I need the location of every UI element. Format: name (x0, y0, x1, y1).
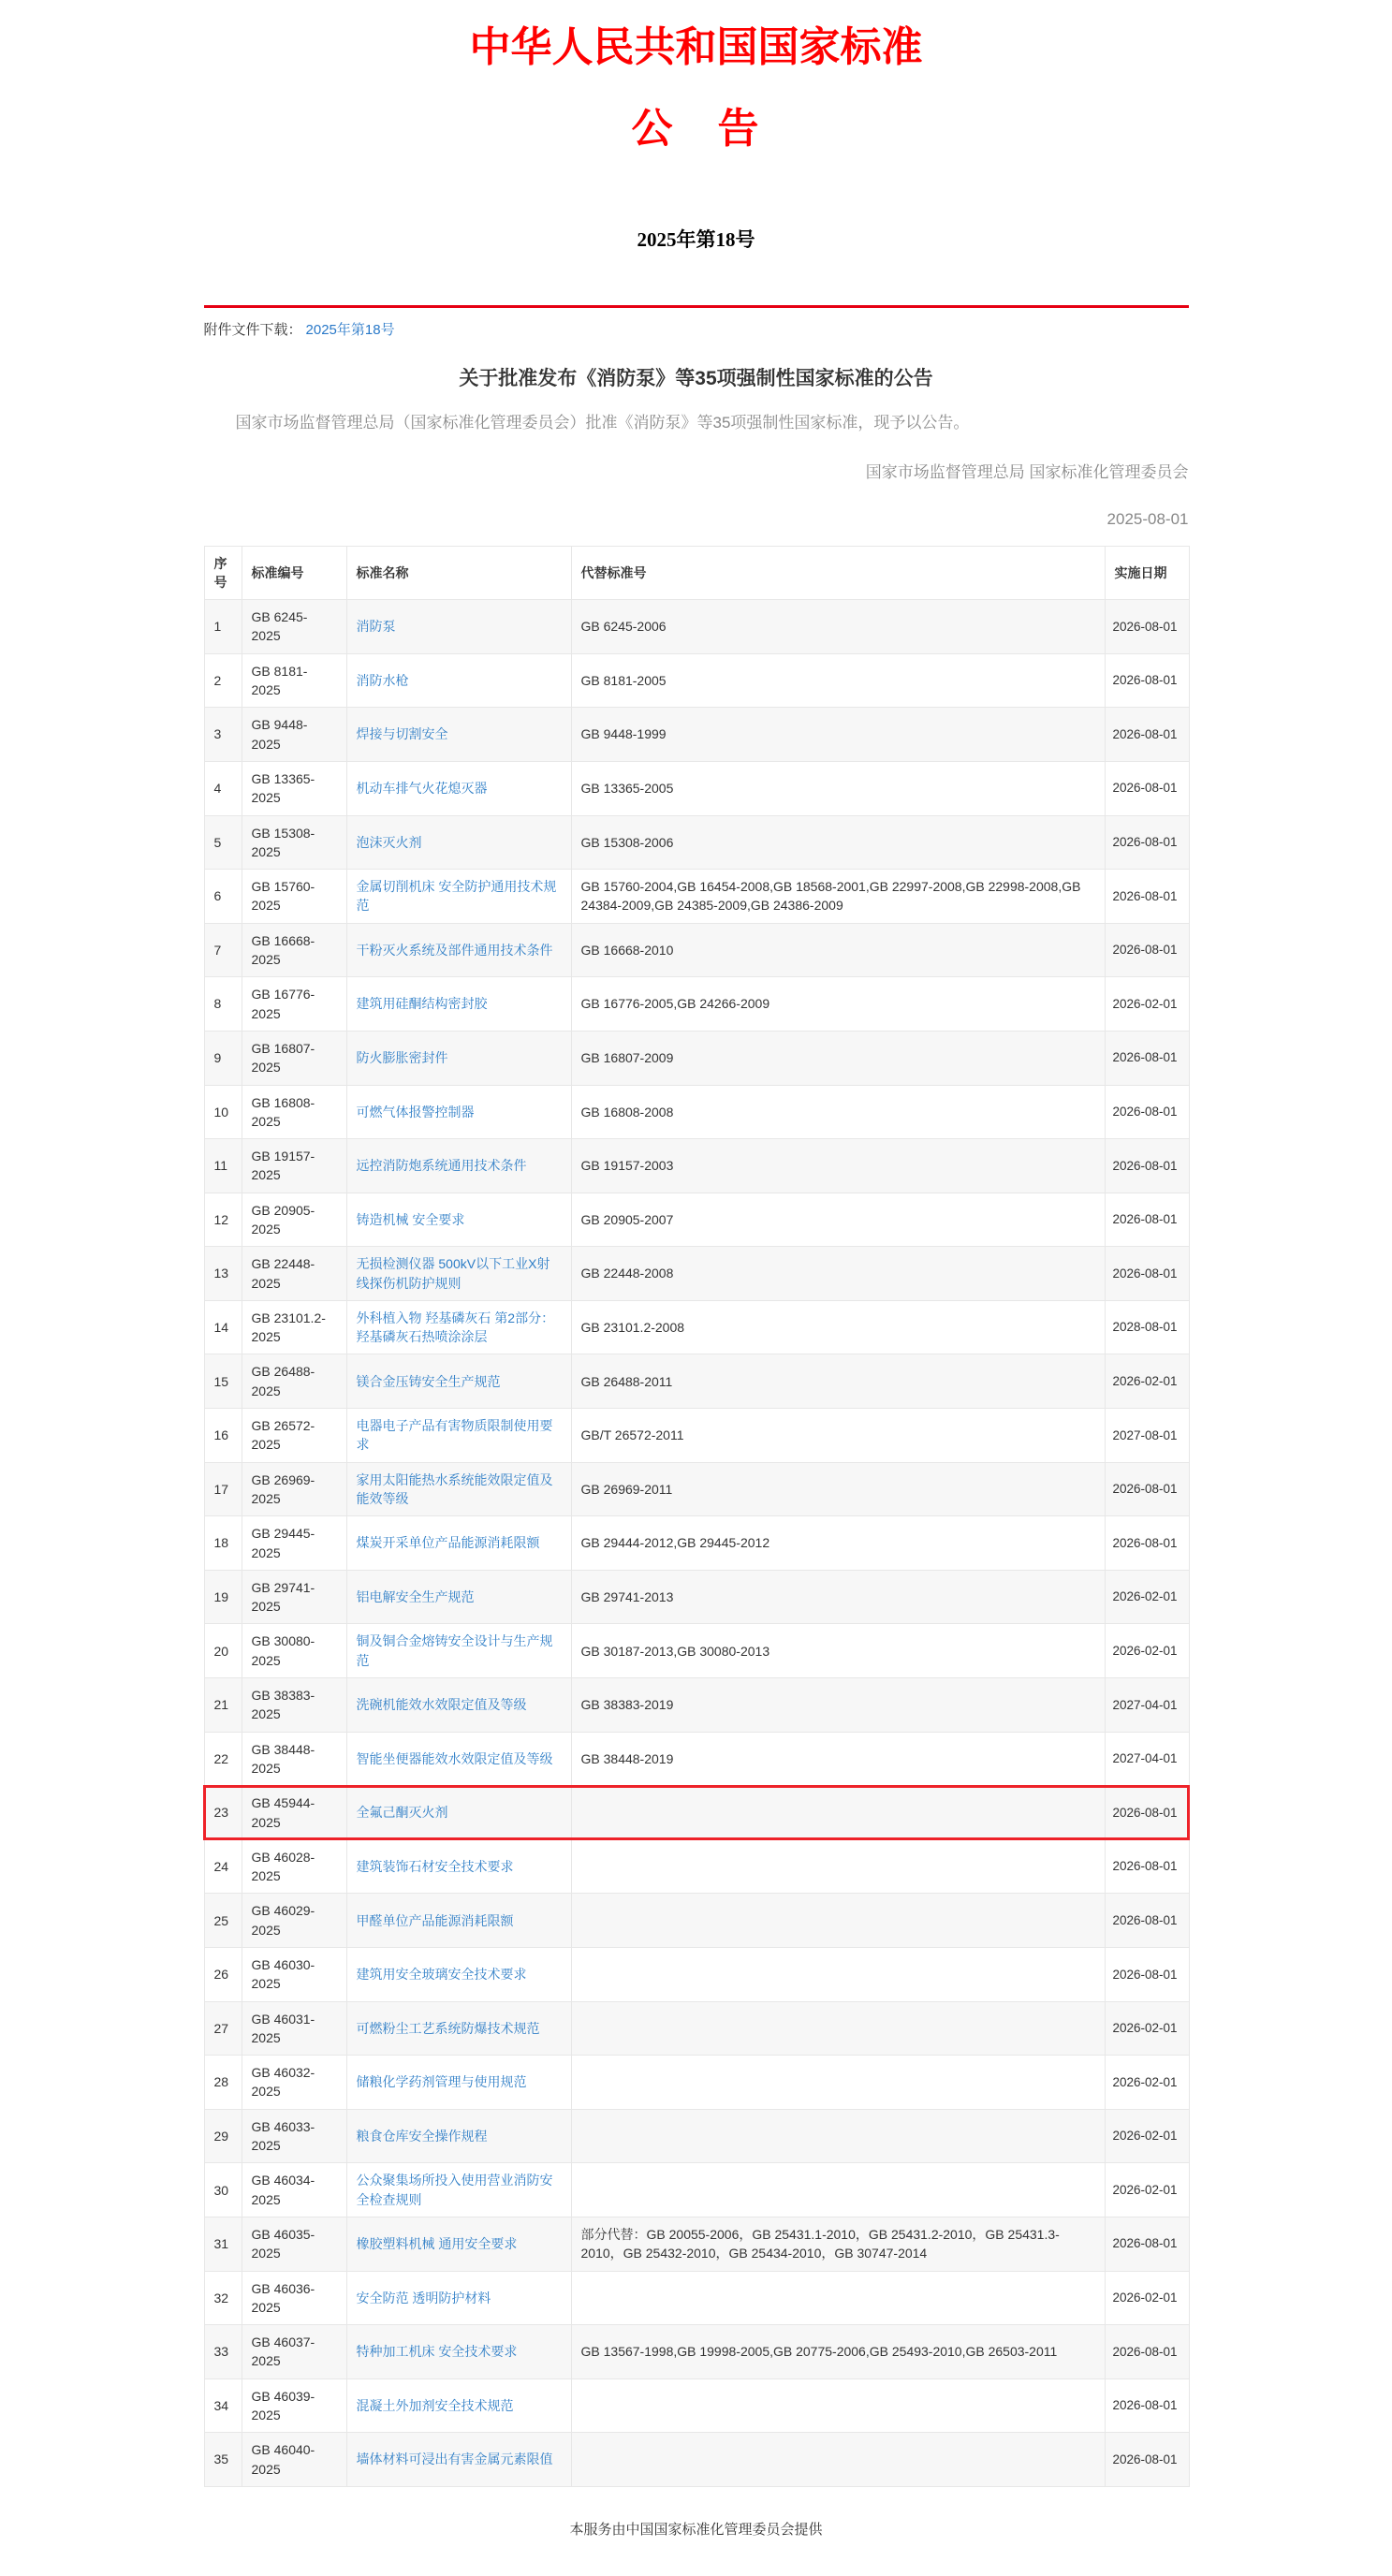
cell-replaces: GB 13567-1998,GB 19998-2005,GB 20775-2006,GB 25493-2010,GB 26503-2011 (571, 2325, 1105, 2379)
cell-date: 2026-08-01 (1105, 1948, 1189, 2002)
announcement-title: 关于批准发布《消防泵》等35项强制性国家标准的公告 (459, 368, 933, 390)
standard-name-link[interactable]: 甲醛单位产品能源消耗限额 (356, 1912, 514, 1928)
cell-name (346, 1247, 571, 1301)
cell-seq: 9 (204, 1031, 242, 1085)
cell-name (346, 1085, 571, 1139)
issue-number: 2025年第18号 (637, 228, 755, 252)
cell-seq: 23 (204, 1786, 242, 1840)
cell-code: GB 46033-2025 (242, 2109, 346, 2163)
cell-date: 2026-02-01 (1105, 2056, 1189, 2110)
cell-code: GB 46040-2025 (242, 2433, 346, 2487)
cell-name (346, 1948, 571, 2002)
table-row (204, 1193, 1189, 1247)
cell-date: 2026-08-01 (1105, 815, 1189, 870)
cell-seq: 26 (204, 1948, 242, 2002)
page-container (204, 0, 1189, 2539)
cell-name (346, 1894, 571, 1948)
cell-seq: 2 (204, 653, 242, 708)
cell-code: GB 20905-2025 (242, 1193, 346, 1247)
cell-replaces (571, 2433, 1105, 2487)
cell-date: 2026-08-01 (1105, 1031, 1189, 1085)
table-row (204, 2109, 1189, 2163)
standard-name-link[interactable]: 电器电子产品有害物质限制使用要求 (356, 1418, 553, 1453)
cell-date: 2026-02-01 (1105, 1624, 1189, 1678)
standard-name-link[interactable]: 储粮化学药剂管理与使用规范 (356, 2074, 527, 2090)
cell-name (346, 923, 571, 977)
cell-name (346, 708, 571, 762)
cell-seq: 12 (204, 1193, 242, 1247)
table-row (204, 761, 1189, 815)
cell-code: GB 19157-2025 (242, 1139, 346, 1193)
cell-seq: 13 (204, 1247, 242, 1301)
table-row (204, 977, 1189, 1032)
cell-name (346, 2378, 571, 2433)
cell-seq: 7 (204, 923, 242, 977)
cell-code: GB 6245-2025 (242, 600, 346, 654)
header-code: 标准编号 (242, 546, 346, 600)
cell-date: 2027-04-01 (1105, 1678, 1189, 1733)
cell-replaces: GB 29444-2012,GB 29445-2012 (571, 1516, 1105, 1571)
cell-name (346, 870, 571, 924)
cell-name (346, 1570, 571, 1624)
cell-name (346, 977, 571, 1032)
attachment-download-link[interactable]: 2025年第18号 (305, 322, 395, 339)
standard-name-link[interactable]: 建筑装饰石材安全技术要求 (356, 1858, 514, 1874)
footer-note: 本服务由中国国家标准化管理委员会提供 (569, 2521, 823, 2538)
cell-name (346, 1839, 571, 1894)
cell-replaces: GB 22448-2008 (571, 1247, 1105, 1301)
cell-date: 2028-08-01 (1105, 1300, 1189, 1354)
cell-seq: 8 (204, 977, 242, 1032)
cell-seq: 33 (204, 2325, 242, 2379)
cell-seq: 11 (204, 1139, 242, 1193)
table-row (204, 1732, 1189, 1786)
cell-date: 2027-04-01 (1105, 1732, 1189, 1786)
standards-table (204, 546, 1190, 2487)
standard-name-link[interactable]: 混凝土外加剂安全技术规范 (356, 2397, 514, 2413)
page-title: 中华人民共和国国家标准 (469, 24, 923, 70)
cell-name (346, 1732, 571, 1786)
cell-code: GB 38448-2025 (242, 1732, 346, 1786)
standard-name-link[interactable]: 特种加工机床 安全技术要求 (356, 2344, 518, 2360)
cell-code: GB 16668-2025 (242, 923, 346, 977)
cell-seq: 4 (204, 761, 242, 815)
standard-name-link[interactable]: 无损检测仪器 500kV以下工业X射线探伤机防护规则 (356, 1256, 550, 1291)
cell-replaces (571, 2378, 1105, 2433)
cell-code: GB 26969-2025 (242, 1462, 346, 1516)
cell-replaces: GB 30187-2013,GB 30080-2013 (571, 1624, 1105, 1678)
cell-replaces: GB 29741-2013 (571, 1570, 1105, 1624)
announcement-signature: 国家市场监督管理总局 国家标准化管理委员会 (865, 462, 1189, 481)
cell-date: 2026-08-01 (1105, 2325, 1189, 2379)
cell-seq: 5 (204, 815, 242, 870)
cell-replaces: GB 26969-2011 (571, 1462, 1105, 1516)
cell-seq: 20 (204, 1624, 242, 1678)
standard-name-link[interactable]: 铸造机械 安全要求 (356, 1211, 465, 1227)
cell-name (346, 1031, 571, 1085)
cell-replaces (571, 2163, 1105, 2217)
cell-date: 2026-02-01 (1105, 2163, 1189, 2217)
attachment-download-row (204, 308, 1189, 339)
header-seq: 序号 (204, 546, 242, 600)
table-row (204, 653, 1189, 708)
cell-name (346, 1462, 571, 1516)
table-row (204, 1300, 1189, 1354)
cell-date: 2026-02-01 (1105, 1570, 1189, 1624)
cell-seq: 10 (204, 1085, 242, 1139)
cell-name (346, 1624, 571, 1678)
table-row (204, 2001, 1189, 2056)
header-replaces: 代替标准号 (571, 546, 1105, 600)
cell-code: GB 26488-2025 (242, 1354, 346, 1409)
standards-table-body (204, 600, 1189, 2487)
announcement-date: 2025-08-01 (1106, 509, 1189, 528)
cell-seq: 30 (204, 2163, 242, 2217)
cell-code: GB 46029-2025 (242, 1894, 346, 1948)
table-row (204, 1409, 1189, 1463)
page-subtitle: 公 告 (631, 106, 761, 153)
header-date: 实施日期 (1105, 546, 1189, 600)
standard-name-link[interactable]: 铜及铜合金熔铸安全设计与生产规范 (356, 1633, 553, 1668)
standard-name-link[interactable]: 橡胶塑料机械 通用安全要求 (356, 2236, 518, 2252)
cell-seq: 3 (204, 708, 242, 762)
cell-replaces: 部分代替：GB 20055-2006，GB 25431.1-2010，GB 25431.2-2010，GB 25431.3-2010，GB 25432-2010，GB 25434-2010，GB 30747-2014 (571, 2217, 1105, 2271)
cell-code: GB 46034-2025 (242, 2163, 346, 2217)
table-row (204, 2378, 1189, 2433)
cell-date: 2026-02-01 (1105, 2271, 1189, 2325)
standard-name-link[interactable]: 建筑用硅酮结构密封胶 (356, 996, 488, 1012)
cell-seq: 29 (204, 2109, 242, 2163)
cell-seq: 25 (204, 1894, 242, 1948)
cell-seq: 6 (204, 870, 242, 924)
table-row (204, 1462, 1189, 1516)
standard-name-link[interactable]: 洗碗机能效水效限定值及等级 (356, 1697, 527, 1713)
cell-replaces: GB 8181-2005 (571, 653, 1105, 708)
table-row (204, 2271, 1189, 2325)
table-row (204, 2325, 1189, 2379)
table-row (204, 1516, 1189, 1571)
cell-name (346, 653, 571, 708)
table-row-highlighted (204, 1786, 1189, 1840)
cell-date: 2026-02-01 (1105, 1354, 1189, 1409)
cell-code: GB 46037-2025 (242, 2325, 346, 2379)
cell-code: GB 22448-2025 (242, 1247, 346, 1301)
table-row (204, 708, 1189, 762)
cell-date: 2026-08-01 (1105, 600, 1189, 654)
cell-date: 2026-08-01 (1105, 1516, 1189, 1571)
cell-replaces (571, 2271, 1105, 2325)
cell-name (346, 2001, 571, 2056)
cell-code: GB 16807-2025 (242, 1031, 346, 1085)
standard-name-link[interactable]: 可燃粉尘工艺系统防爆技术规范 (356, 2020, 540, 2036)
cell-date: 2027-08-01 (1105, 1409, 1189, 1463)
cell-seq: 16 (204, 1409, 242, 1463)
cell-replaces: GB 9448-1999 (571, 708, 1105, 762)
cell-replaces: GB 16807-2009 (571, 1031, 1105, 1085)
cell-date: 2026-02-01 (1105, 2109, 1189, 2163)
cell-code: GB 46028-2025 (242, 1839, 346, 1894)
standard-name-link[interactable]: 镁合金压铸安全生产规范 (356, 1373, 501, 1389)
table-row (204, 2217, 1189, 2271)
cell-seq: 27 (204, 2001, 242, 2056)
table-row (204, 2163, 1189, 2217)
cell-name (346, 1786, 571, 1840)
table-row (204, 1354, 1189, 1409)
cell-name (346, 2325, 571, 2379)
cell-date: 2026-08-01 (1105, 1193, 1189, 1247)
table-row (204, 2433, 1189, 2487)
cell-name (346, 1139, 571, 1193)
standard-name-link[interactable]: 煤炭开采单位产品能源消耗限额 (356, 1535, 540, 1551)
header-name: 标准名称 (346, 546, 571, 600)
table-row (204, 1139, 1189, 1193)
table-row (204, 1894, 1189, 1948)
standard-name-link[interactable]: 焊接与切割安全 (356, 726, 448, 742)
cell-seq: 19 (204, 1570, 242, 1624)
cell-replaces: GB 15760-2004,GB 16454-2008,GB 18568-2001,GB 22997-2008,GB 22998-2008,GB 24384-2009,GB 24385-2009,GB 24386-2009 (571, 870, 1105, 924)
cell-replaces (571, 1839, 1105, 1894)
attachment-label: 附件文件下载： (203, 322, 302, 339)
cell-seq: 28 (204, 2056, 242, 2110)
table-row (204, 923, 1189, 977)
cell-name (346, 2056, 571, 2110)
cell-name (346, 1409, 571, 1463)
cell-seq: 34 (204, 2378, 242, 2433)
cell-seq: 17 (204, 1462, 242, 1516)
cell-code: GB 46035-2025 (242, 2217, 346, 2271)
cell-date: 2026-08-01 (1105, 761, 1189, 815)
standard-name-link[interactable]: 铝电解安全生产规范 (356, 1588, 475, 1604)
cell-seq: 15 (204, 1354, 242, 1409)
cell-code: GB 15760-2025 (242, 870, 346, 924)
standard-name-link[interactable]: 全氟己酮灭火剂 (356, 1805, 448, 1821)
announcement-body: 国家市场监督管理总局（国家标准化管理委员会）批准《消防泵》等35项强制性国家标准，现予以公告。 (235, 414, 970, 432)
cell-replaces: GB 16808-2008 (571, 1085, 1105, 1139)
table-row (204, 1624, 1189, 1678)
cell-date: 2026-08-01 (1105, 1462, 1189, 1516)
cell-name (346, 2271, 571, 2325)
cell-name (346, 600, 571, 654)
cell-replaces (571, 1894, 1105, 1948)
cell-name (346, 2163, 571, 2217)
cell-replaces: GB 26488-2011 (571, 1354, 1105, 1409)
table-row (204, 1678, 1189, 1733)
standard-name-link[interactable]: 粮食仓库安全操作规程 (356, 2128, 488, 2144)
cell-seq: 32 (204, 2271, 242, 2325)
cell-code: GB 46031-2025 (242, 2001, 346, 2056)
table-row (204, 1247, 1189, 1301)
standard-name-link[interactable]: 防火膨胀密封件 (356, 1050, 448, 1066)
cell-seq: 21 (204, 1678, 242, 1733)
cell-replaces: GB 16668-2010 (571, 923, 1105, 977)
cell-name (346, 2217, 571, 2271)
table-row (204, 1839, 1189, 1894)
cell-date: 2026-02-01 (1105, 2001, 1189, 2056)
cell-code: GB 29445-2025 (242, 1516, 346, 1571)
table-row (204, 1031, 1189, 1085)
table-row (204, 1570, 1189, 1624)
standard-name-link[interactable]: 金属切削机床 安全防护通用技术规范 (356, 879, 557, 914)
cell-code: GB 45944-2025 (242, 1786, 346, 1840)
cell-name (346, 1300, 571, 1354)
cell-replaces (571, 2001, 1105, 2056)
cell-date: 2026-08-01 (1105, 1085, 1189, 1139)
cell-code: GB 46039-2025 (242, 2378, 346, 2433)
table-row (204, 1948, 1189, 2002)
cell-replaces (571, 1948, 1105, 2002)
cell-code: GB 38383-2025 (242, 1678, 346, 1733)
cell-code: GB 46032-2025 (242, 2056, 346, 2110)
cell-name (346, 761, 571, 815)
cell-code: GB 46030-2025 (242, 1948, 346, 2002)
cell-name (346, 2109, 571, 2163)
cell-date: 2026-08-01 (1105, 2378, 1189, 2433)
cell-name (346, 1354, 571, 1409)
table-header-row (204, 546, 1189, 600)
cell-seq: 22 (204, 1732, 242, 1786)
cell-date: 2026-08-01 (1105, 1247, 1189, 1301)
cell-replaces: GB 13365-2005 (571, 761, 1105, 815)
cell-date: 2026-08-01 (1105, 923, 1189, 977)
standard-name-link[interactable]: 外科植入物 羟基磷灰石 第2部分：羟基磷灰石热喷涂涂层 (356, 1310, 555, 1345)
cell-replaces: GB 20905-2007 (571, 1193, 1105, 1247)
table-row (204, 870, 1189, 924)
standard-name-link[interactable]: 消防泵 (356, 619, 396, 635)
cell-replaces (571, 2109, 1105, 2163)
cell-replaces: GB 19157-2003 (571, 1139, 1105, 1193)
cell-code: GB 16808-2025 (242, 1085, 346, 1139)
standard-name-link[interactable]: 泡沫灭火剂 (356, 834, 422, 850)
cell-replaces: GB 15308-2006 (571, 815, 1105, 870)
standard-name-link[interactable]: 建筑用安全玻璃安全技术要求 (356, 1967, 527, 1983)
cell-code: GB 9448-2025 (242, 708, 346, 762)
standard-name-link[interactable]: 远控消防炮系统通用技术条件 (356, 1158, 527, 1174)
cell-date: 2026-08-01 (1105, 1786, 1189, 1840)
cell-date: 2026-08-01 (1105, 2217, 1189, 2271)
standard-name-link[interactable]: 可燃气体报警控制器 (356, 1104, 475, 1120)
table-row (204, 600, 1189, 654)
cell-name (346, 1193, 571, 1247)
cell-code: GB 46036-2025 (242, 2271, 346, 2325)
cell-seq: 14 (204, 1300, 242, 1354)
table-row (204, 815, 1189, 870)
cell-replaces: GB 38383-2019 (571, 1678, 1105, 1733)
cell-code: GB 16776-2025 (242, 977, 346, 1032)
table-row (204, 1085, 1189, 1139)
standard-name-link[interactable]: 墙体材料可浸出有害金属元素限值 (356, 2452, 553, 2467)
table-row (204, 2056, 1189, 2110)
cell-date: 2026-08-01 (1105, 653, 1189, 708)
cell-seq: 18 (204, 1516, 242, 1571)
cell-code: GB 29741-2025 (242, 1570, 346, 1624)
cell-name (346, 2433, 571, 2487)
cell-code: GB 13365-2025 (242, 761, 346, 815)
cell-seq: 1 (204, 600, 242, 654)
standard-name-link[interactable]: 安全防范 透明防护材料 (356, 2290, 491, 2305)
standard-name-link[interactable]: 消防水枪 (356, 672, 409, 688)
cell-name (346, 1516, 571, 1571)
cell-replaces: GB 23101.2-2008 (571, 1300, 1105, 1354)
cell-name (346, 815, 571, 870)
cell-replaces: GB 6245-2006 (571, 600, 1105, 654)
cell-code: GB 15308-2025 (242, 815, 346, 870)
standard-name-link[interactable]: 机动车排气火花熄灭器 (356, 781, 488, 797)
cell-code: GB 30080-2025 (242, 1624, 346, 1678)
cell-seq: 35 (204, 2433, 242, 2487)
standard-name-link[interactable]: 智能坐便器能效水效限定值及等级 (356, 1750, 553, 1766)
cell-date: 2026-08-01 (1105, 708, 1189, 762)
standard-name-link[interactable]: 干粉灭火系统及部件通用技术条件 (356, 942, 553, 958)
cell-date: 2026-08-01 (1105, 870, 1189, 924)
standard-name-link[interactable]: 家用太阳能热水系统能效限定值及能效等级 (356, 1471, 553, 1506)
cell-date: 2026-02-01 (1105, 977, 1189, 1032)
cell-replaces (571, 1786, 1105, 1840)
cell-date: 2026-08-01 (1105, 1894, 1189, 1948)
standard-name-link[interactable]: 公众聚集场所投入使用营业消防安全检查规则 (356, 2173, 553, 2207)
cell-replaces: GB 16776-2005,GB 24266-2009 (571, 977, 1105, 1032)
cell-date: 2026-08-01 (1105, 1839, 1189, 1894)
cell-code: GB 23101.2-2025 (242, 1300, 346, 1354)
cell-replaces: GB/T 26572-2011 (571, 1409, 1105, 1463)
cell-code: GB 26572-2025 (242, 1409, 346, 1463)
cell-code: GB 8181-2025 (242, 653, 346, 708)
cell-replaces (571, 2056, 1105, 2110)
cell-date: 2026-08-01 (1105, 1139, 1189, 1193)
cell-seq: 31 (204, 2217, 242, 2271)
cell-date: 2026-08-01 (1105, 2433, 1189, 2487)
cell-name (346, 1678, 571, 1733)
cell-seq: 24 (204, 1839, 242, 1894)
cell-replaces: GB 38448-2019 (571, 1732, 1105, 1786)
